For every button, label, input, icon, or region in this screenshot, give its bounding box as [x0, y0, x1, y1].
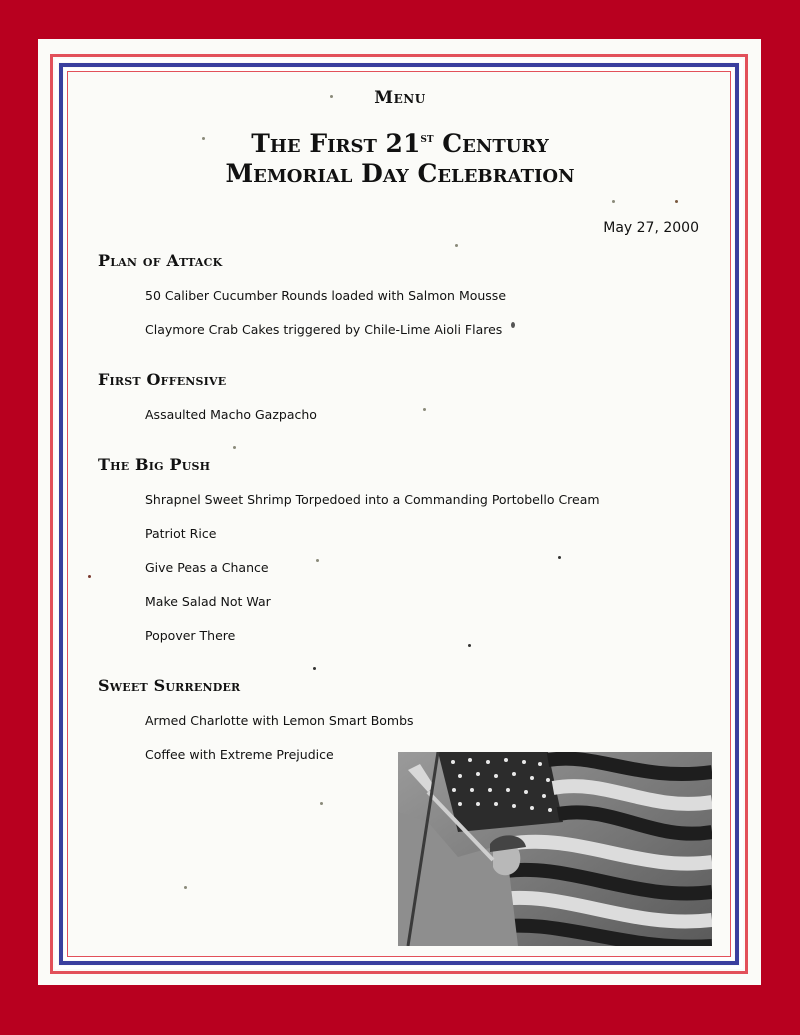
menu-item: Shrapnel Sweet Shrimp Torpedoed into a Commanding Portobello Cream [145, 492, 600, 507]
title-line-1: The First 21st Century [251, 129, 549, 158]
paper-speck [88, 575, 91, 578]
paper-speck [233, 446, 236, 449]
bugler-flag-illustration [398, 752, 712, 946]
section-heading-the-big-push: The Big Push [98, 455, 211, 474]
paper-speck [455, 244, 458, 247]
menu-item: 50 Caliber Cucumber Rounds loaded with Salmon Mousse [145, 288, 507, 303]
bugler-with-flag-photo [398, 752, 712, 946]
paper-speck [612, 200, 615, 203]
paper-speck [313, 667, 316, 670]
menu-item: Popover There [145, 628, 236, 643]
paper-speck [320, 802, 323, 805]
paper-speck [511, 322, 515, 328]
page-title [0, 124, 800, 189]
paper-speck [184, 886, 187, 889]
menu-label: Menu [374, 88, 426, 108]
menu-item: Give Peas a Chance [145, 560, 269, 575]
paper-speck [675, 200, 678, 203]
paper-speck [558, 556, 561, 559]
event-date: May 27, 2000 [603, 220, 699, 236]
section-heading-sweet-surrender: Sweet Surrender [98, 676, 241, 695]
paper-speck [423, 408, 426, 411]
menu-item: Armed Charlotte with Lemon Smart Bombs [145, 713, 414, 728]
menu-item: Make Salad Not War [145, 594, 271, 609]
section-heading-first-offensive: First Offensive [98, 370, 227, 389]
section-heading-plan-of-attack: Plan of Attack [98, 251, 223, 270]
paper-speck [468, 644, 471, 647]
menu-item: Claymore Crab Cakes triggered by Chile-Lime Aioli Flares [145, 322, 503, 337]
title-line-2: Memorial Day Celebration [225, 159, 575, 188]
menu-item: Coffee with Extreme Prejudice [145, 747, 334, 762]
menu-item: Patriot Rice [145, 526, 217, 541]
menu-item: Assaulted Macho Gazpacho [145, 407, 317, 422]
paper-speck [316, 559, 319, 562]
